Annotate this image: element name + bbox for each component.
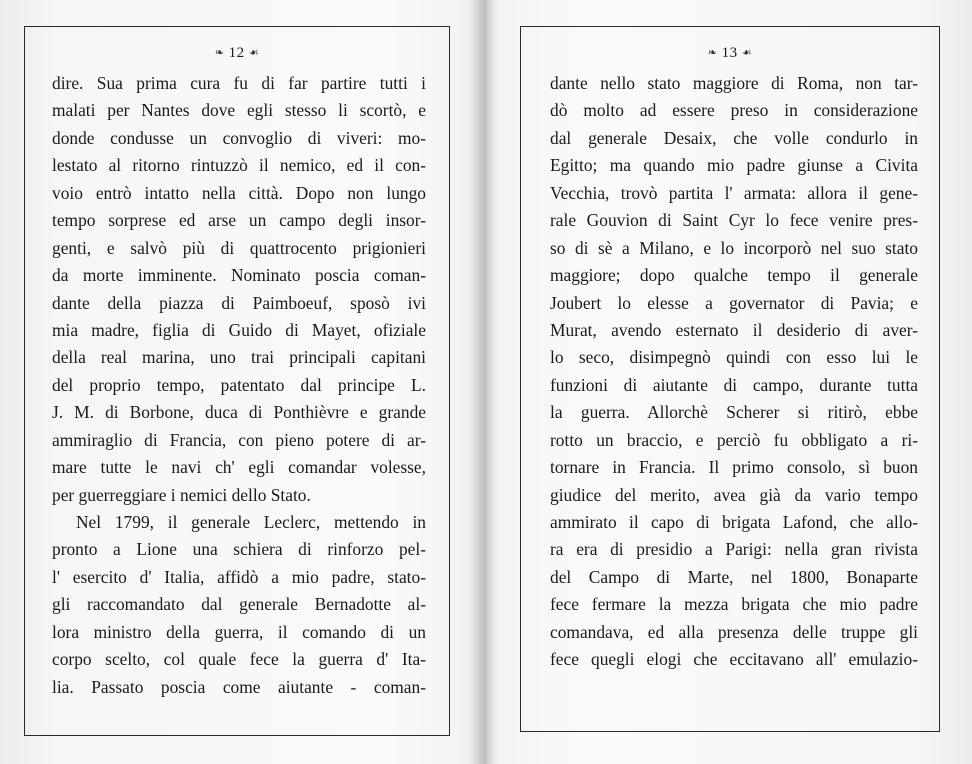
right-page-number [520,45,940,61]
text-line: dò molto ad essere preso in considerazione [550,100,918,121]
text-line: lora ministro della guerra, il comando di un [52,621,426,642]
text-line: Nel 1799, il generale Leclerc, mettendo in [76,512,426,532]
text-line: lia. Passato poscia come aiutante - coman- [52,676,426,697]
text-line: lo seco, disimpegnò quindi con esso lui le [550,347,918,368]
right-page-number-text: 13 [721,45,738,61]
text-line: malati per Nantes dove egli stesso li scortò, e [52,100,426,121]
text-line: gli raccomandato dal generale Bernadotte al- [52,594,426,615]
text-line: mare tutte le navi ch' egli comandar volesse, [52,457,426,478]
text-line: Egitto; ma quando mio padre giunse a Civita [550,155,918,176]
text-line: corpo scelto, col quale fece la guerra d' Ita- [52,649,426,670]
left-page-number [24,45,450,61]
text-line: giudice del merito, avea già da vario tempo [550,484,918,505]
text-line: della real marina, uno trai principali capitani [52,347,426,368]
text-line: la guerra. Allorchè Scherer si ritirò, ebbe [550,402,918,423]
text-line: rotto un braccio, e perciò fu obbligato a ri- [550,429,918,450]
text-line: funzioni di aiutante di campo, durante tutta [550,374,918,395]
text-line: comandava, ed alla presenza delle truppe gli [550,621,918,642]
ornament-right-icon: ☙ [248,47,260,59]
left-page [24,26,450,736]
text-line: ammirato il capo di brigata Lafond, che allo- [550,512,918,532]
text-line: dante della piazza di Paimboeuf, sposò ivi [52,292,426,313]
text-line: rale Gouvion di Saint Cyr lo fece venire pres- [550,210,918,231]
text-line: Vecchia, trovò partita l' armata: allora il gene- [550,182,918,203]
text-line: tempo sorprese ed arse un campo degli insor- [52,210,426,231]
text-line: ra era di presidio a Parigi: nella gran rivista [550,539,918,560]
text-line: voio entrò intatto nella città. Dopo non lungo [52,182,426,203]
text-line: Joubert lo elesse a governator di Pavia; e [550,292,918,313]
text-line: dante nello stato maggiore di Roma, non tar- [550,73,918,93]
text-line: tornare in Francia. Il primo consolo, sì buon [550,457,918,478]
text-line: da morte imminente. Nominato poscia coman- [52,265,426,286]
text-line: lestato al ritorno rintuzzò il nemico, ed il con- [52,155,426,176]
text-line: mia madre, figlia di Guido di Mayet, ofiziale [52,319,426,340]
ornament-left-icon: ❧ [214,47,225,59]
text-line: fece quegli elogi che eccitavano all' emulazio- [550,649,918,670]
ornament-left-icon: ❧ [707,47,718,59]
text-line: Murat, avendo esternato il desiderio di aver- [550,319,918,340]
text-line: l' esercito d' Italia, affidò a mio padre, stato- [52,566,426,587]
text-line: per guerreggiare i nemici dello Stato. [52,484,311,505]
left-page-number-text: 12 [228,45,245,61]
text-line: donde condusse un convoglio di viveri: mo- [52,127,426,148]
text-line: dire. Sua prima cura fu di far partire tutti i [52,73,426,93]
text-line: del Campo di Marte, nel 1800, Bonaparte [550,566,918,587]
text-line: J. M. di Borbone, duca di Ponthièvre e grande [52,402,426,423]
right-page [520,26,940,732]
text-line: ammiraglio di Francia, con pieno potere di ar- [52,429,426,450]
text-line: fece fermare la mezza brigata che mio padre [550,594,918,615]
text-line: dal generale Desaix, che volle condurlo in [550,127,918,148]
left-page-text [52,70,426,701]
text-line: maggiore; dopo qualche tempo il generale [550,265,918,286]
text-line: genti, e salvò più di quattrocento prigionieri [52,237,426,258]
book-gutter [472,0,498,764]
text-line: so di sè a Milano, e lo incorporò nel suo stato [550,237,918,258]
text-line: pronto a Lione una schiera di rinforzo pel- [52,539,426,560]
text-line: del proprio tempo, patentato dal principe L. [52,374,426,395]
ornament-right-icon: ☙ [741,47,753,59]
right-page-text [550,70,918,674]
